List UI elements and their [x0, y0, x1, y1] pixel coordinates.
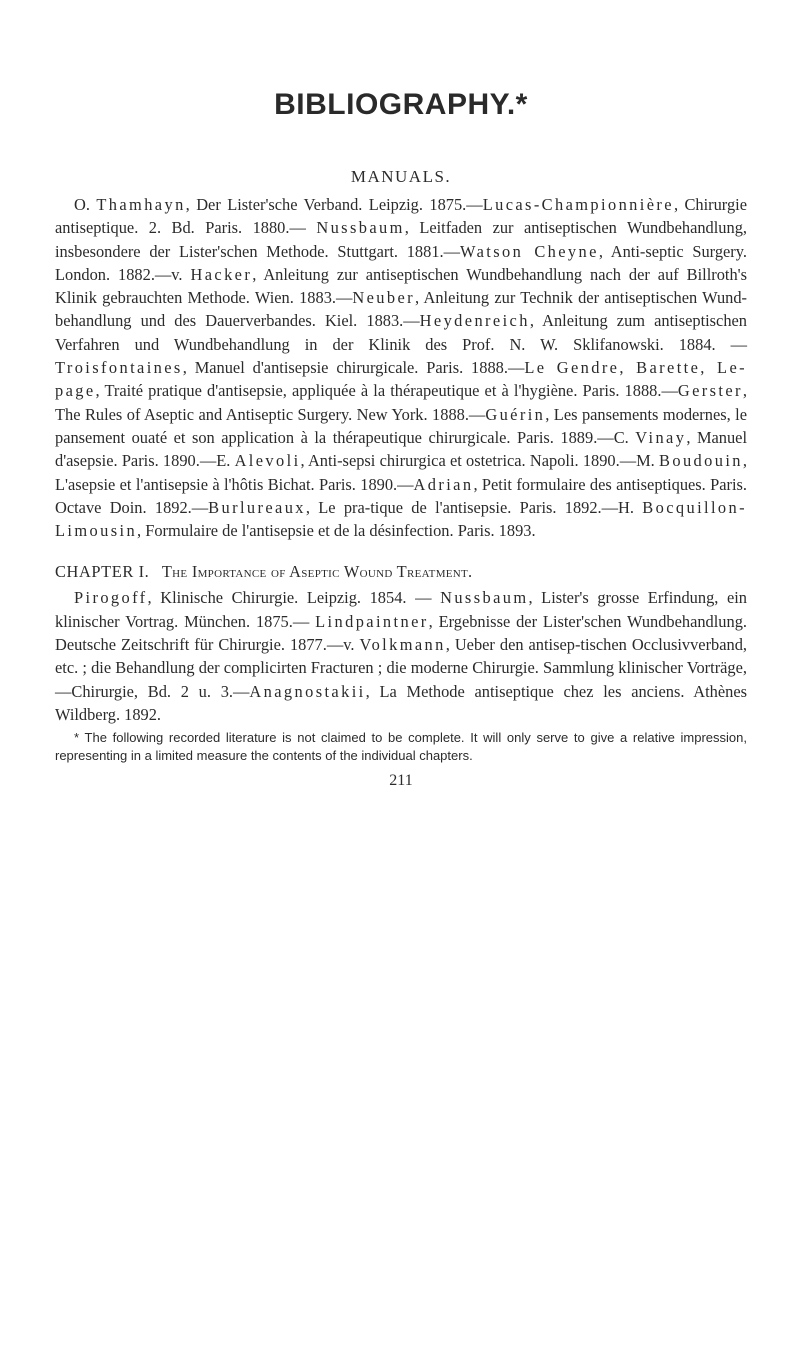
book-page [55, 60, 747, 790]
citation-text: , Lister's grosse Erfindung, ein klinischer Vortrag. München. 1875.— [55, 588, 747, 631]
author-name: Pirogoff [74, 588, 148, 608]
author-name: Le Gendre, Barette, Le-page [55, 358, 748, 401]
citation-text: , Manuel d'asepsie. Paris. 1890.—E. [55, 427, 748, 471]
author-name: Adrian [413, 474, 474, 494]
author-name: Troisfontaines [55, 358, 183, 378]
author-name: Nussbaum [440, 588, 529, 608]
page-title: BIBLIOGRAPHY.* [274, 88, 528, 121]
citation-text: , L'asepsie et l'antisepsie à l'hôtis Bichat. Paris. 1890.— [55, 451, 747, 494]
citation-text: , Chirurgie antiseptique. 2. Bd. Paris. 1880.— [55, 195, 747, 238]
citation-text: , Anti-sepsi chirurgica et ostetrica. Napoli. 1890.—M. [300, 451, 660, 471]
author-name: Burlureaux [208, 497, 306, 517]
author-name: Volkmann [359, 635, 446, 655]
author-name: Vinay [635, 427, 687, 447]
author-name: Lucas-Championnière [482, 195, 674, 214]
manuals-heading: MANUALS. [350, 167, 452, 186]
citation-text: , Anleitung zum antiseptischen Verfahren und Wundbehandlung in der Klinik des Prof. N. W. Sklifanowski. 1884. — [55, 311, 747, 354]
author-name: Anagnostakii [249, 681, 366, 701]
author-name: Lindpaintner [315, 611, 429, 631]
author-name: Heydenreich [419, 311, 530, 331]
author-name: Bocquillon-Limousin [55, 497, 747, 541]
manuals-paragraph [55, 193, 747, 542]
citation-text: , La Methode antiseptique chez les anciens. Athènes Wildberg. 1892. [55, 681, 747, 724]
author-name: Boudouin [659, 451, 743, 471]
chapter-label: CHAPTER I. [55, 562, 150, 582]
author-name: Hacker [190, 264, 253, 284]
citation-text: , Traité pratique d'antisepsie, appliquée à la thérapeutique et à l'hygiène. Paris. 1888.— [95, 381, 678, 401]
page-number: 211 [389, 772, 413, 790]
citation-text: , Anti-septic Surgery. London. 1882.—v. [55, 241, 747, 284]
citation-text: , Leitfaden zur antiseptischen Wundbehandlung, insbesondere der Lister'schen Methode. Stuttgart. 1881.— [55, 218, 747, 261]
citation-text: , Ergebnisse der Lister'schen Wundbehandlung. Deutsche Zeitschrift für Chirurgie. 1877.—v. [55, 611, 747, 655]
chapter-heading [55, 562, 747, 582]
citation-text: , The Rules of Aseptic and Antiseptic Surgery. New York. 1888.— [55, 381, 747, 424]
citation-text: , Klinische Chirurgie. Leipzig. 1854. — [147, 588, 441, 608]
citation-text: O. [74, 195, 97, 214]
author-name: Watson Cheyne [460, 241, 599, 261]
citation-text: , Les pansements modernes, le pansement ouaté et son application à la thérapeutique chirurgicale. Paris. 1889.—C. [55, 404, 747, 447]
author-name: Guérin [485, 404, 546, 424]
citation-text: , Anleitung zur Technik der antiseptischen Wund-behandlung und des Dauerverbandes. Kiel. 1883.— [55, 288, 748, 331]
author-name: Nussbaum [316, 218, 405, 238]
citation-text: , Der Lister'sche Verband. Leipzig. 1875.— [185, 195, 483, 214]
citation-text: , Formulaire de l'antisepsie et de la désinfection. Paris. 1893. [137, 521, 536, 541]
chapter-paragraph [55, 586, 747, 726]
citation-text: , Manuel d'antisepsie chirurgicale. Paris. 1888.— [182, 358, 525, 378]
chapter-title: The Importance of Aseptic Wound Treatment. [161, 562, 473, 582]
author-name: Neuber [352, 288, 416, 308]
footnote: * The following recorded literature is not claimed to be complete. It will only serve to give a relative impression, representing in a limited measure the contents of the individual chapters. [55, 730, 747, 763]
citation-text: , Anleitung zur antiseptischen Wundbehandlung nach der auf Billroth's Klinik gebrauchten Methode. Wien. 1883.— [55, 264, 748, 308]
citation-text: , Le pra-tique de l'antisepsie. Paris. 1892.—H. [305, 497, 643, 517]
author-name: Gerster [677, 381, 743, 401]
citation-text: , Ueber den antisep-tischen Occlusivverband, etc. ; die Behandlung der complicirten Fracturen ; die moderne Chirurgie. Sammlung klinischer Vorträge,—Chirurgie, Bd. 2 u. 3.— [55, 635, 747, 701]
citation-text: , Petit formulaire des antiseptiques. Paris. Octave Doin. 1892.— [55, 474, 748, 517]
author-name: Thamhayn [96, 195, 186, 214]
author-name: Alevoli [234, 451, 301, 471]
